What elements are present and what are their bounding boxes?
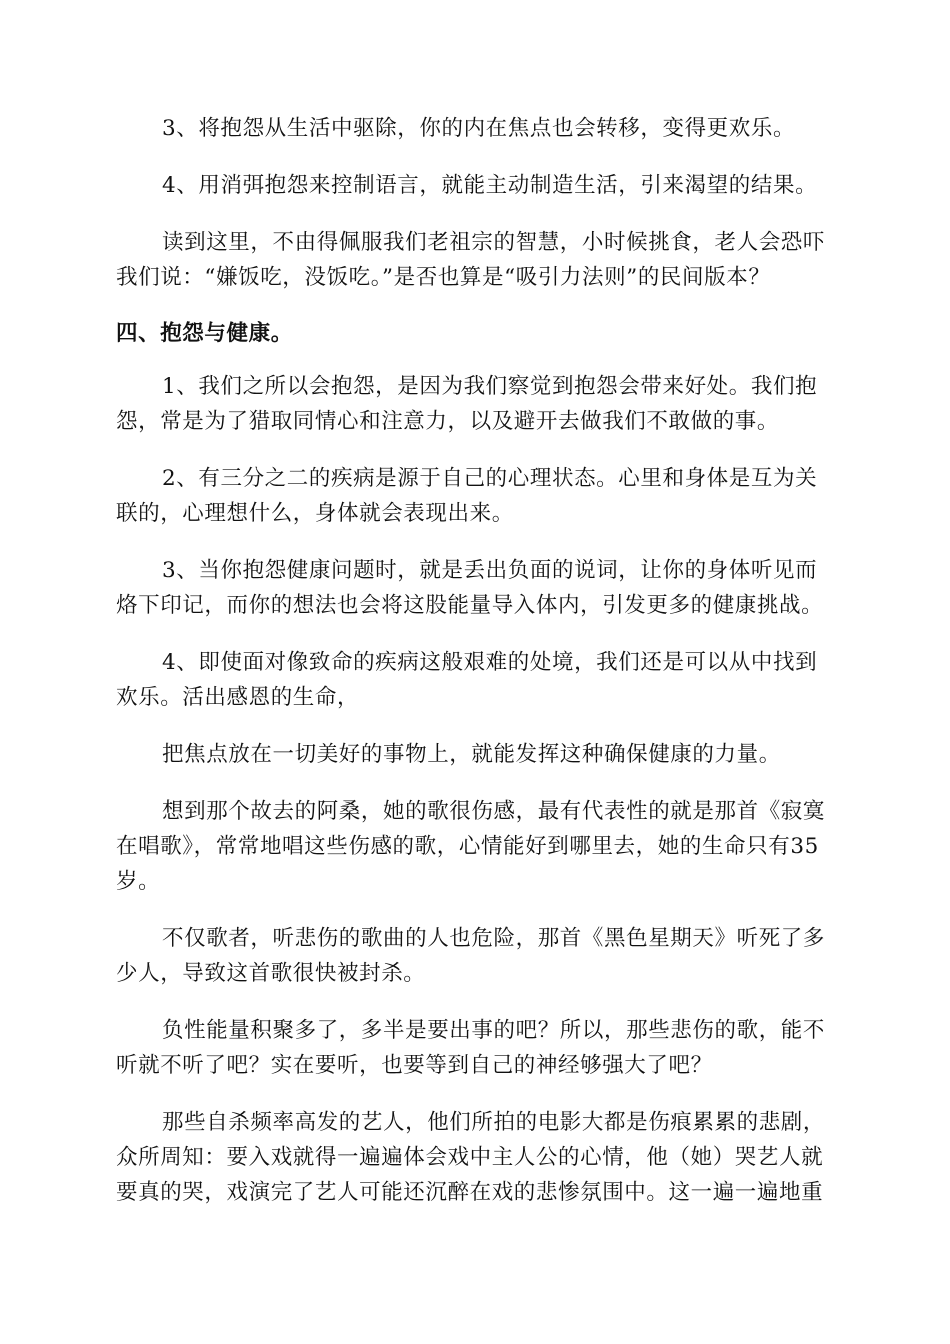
paragraph-line: 联的，心理想什么，身体就会表现出来。: [116, 501, 514, 526]
paragraph-line: 要真的哭，戏演完了艺人可能还沉醉在戏的悲惨氛围中。这一遍一遍地重: [116, 1180, 824, 1205]
paragraph-line: 怨，常是为了猎取同情心和注意力，以及避开去做我们不敢做的事。: [116, 409, 780, 434]
paragraph-line: 少人，导致这首歌很快被封杀。: [116, 961, 426, 986]
paragraph-line: 读到这里，不由得佩服我们老祖宗的智慧，小时候挑食，老人会恐吓: [162, 230, 826, 255]
paragraph-line: 负性能量积聚多了，多半是要出事的吧？所以，那些悲伤的歌，能不: [162, 1018, 826, 1043]
paragraph-line: 我们说：“嫌饭吃，没饭吃。”是否也算是“吸引力法则”的民间版本？: [116, 265, 771, 290]
paragraph-line: 岁。: [116, 869, 161, 894]
paragraph-line: 欢乐。活出感恩的生命，: [116, 685, 360, 710]
section-heading: 四、抱怨与健康。: [116, 321, 293, 346]
paragraph-line: 听就不听了吧？实在要听，也要等到自己的神经够强大了吧？: [116, 1053, 713, 1078]
paragraph-line: 不仅歌者，听悲伤的歌曲的人也危险，那首《黑色星期天》听死了多: [162, 926, 826, 951]
paragraph-line: 1、我们之所以会抱怨，是因为我们察觉到抱怨会带来好处。我们抱: [162, 374, 818, 399]
paragraph-line: 3、将抱怨从生活中驱除，你的内在焦点也会转移，变得更欢乐。: [162, 116, 796, 141]
paragraph-line: 2、有三分之二的疾病是源于自己的心理状态。心里和身体是互为关: [162, 466, 818, 491]
paragraph-line: 在唱歌》，常常地唱这些伤感的歌，心情能好到哪里去，她的生命只有35: [116, 834, 819, 859]
paragraph-line: 想到那个故去的阿桑，她的歌很伤感，最有代表性的就是那首《寂寞: [162, 799, 826, 824]
paragraph-line: 那些自杀频率高发的艺人，他们所拍的电影大都是伤痕累累的悲剧，: [162, 1110, 826, 1135]
paragraph-line: 把焦点放在一切美好的事物上，就能发挥这种确保健康的力量。: [162, 742, 781, 767]
paragraph-line: 烙下印记，而你的想法也会将这股能量导入体内，引发更多的健康挑战。: [116, 593, 824, 618]
paragraph-line: 众所周知：要入戏就得一遍遍体会戏中主人公的心情，他（她）哭艺人就: [116, 1145, 824, 1170]
paragraph-line: 4、即使面对像致命的疾病这般艰难的处境，我们还是可以从中找到: [162, 650, 818, 675]
paragraph-line: 3、当你抱怨健康问题时，就是丢出负面的说词，让你的身体听见而: [162, 558, 818, 583]
paragraph-line: 4、用消弭抱怨来控制语言，就能主动制造生活，引来渴望的结果。: [162, 173, 818, 198]
